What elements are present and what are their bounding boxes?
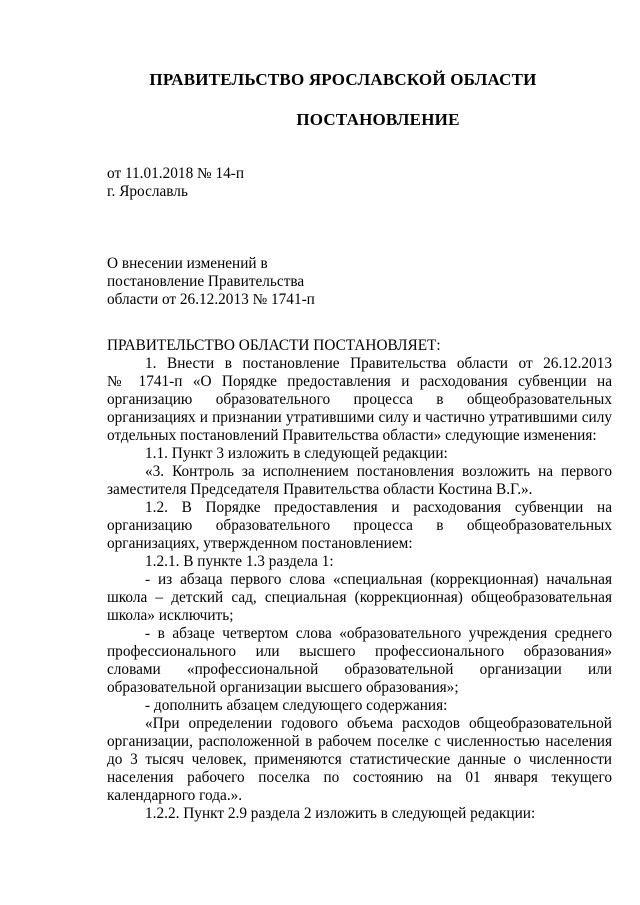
body-line: профессионального или высшего профессионального образования» [107,643,612,660]
body-line: - из абзаца первого слова «специальная (коррекционная) начальная [145,571,612,588]
body-line: школа – детский сад, специальная (коррекционная) общеобразовательная [107,589,612,606]
subject-line: области от 26.12.2013 № 1741-п [107,291,315,308]
body-line: 1.2.1. В пункте 1.3 раздела 1: [145,553,334,570]
body-line: организациях, утвержденном постановлением: [107,535,413,552]
body-line: календарного года.». [107,787,243,804]
body-line: «При определении годового объема расходов общеобразовательной [145,715,612,732]
body-line: 1.2.2. Пункт 2.9 раздела 2 изложить в следующей редакции: [145,805,536,822]
body-line: - в абзаце четвертом слова «образовательного учреждения среднего [145,625,612,642]
resolution-preamble: ПРАВИТЕЛЬСТВО ОБЛАСТИ ПОСТАНОВЛЯЕТ: [107,337,441,354]
body-line: организациях и признании утратившими силу и частично утратившими силу [107,409,612,426]
body-line: «3. Контроль за исполнением постановления возложить на первого [145,463,612,480]
body-line: заместителя Председателя Правительства области Костина В.Г.». [107,481,533,498]
government-title: ПРАВИТЕЛЬСТВО ЯРОСЛАВСКОЙ ОБЛАСТИ [149,70,537,89]
body-line: - дополнить абзацем следующего содержания: [145,697,448,714]
body-line: словами «профессиональной образовательной организации или [107,661,612,678]
city: г. Ярославль [107,183,188,200]
body-line: образовательной организации высшего образования»; [107,679,459,696]
document-subject [107,255,612,309]
body-line: 1.2. В Порядке предоставления и расходования субвенции на [145,499,612,516]
subject-line: О внесении изменений в [107,255,268,272]
body-line: 1.1. Пункт 3 изложить в следующей редакции: [145,445,448,462]
subject-line: постановление Правительства [107,273,305,290]
body-line: организации, расположенной в рабочем поселке с численностью населения [107,733,612,750]
document-meta [107,165,612,201]
body-line: населения рабочего поселка по состоянию на 01 января текущего [107,769,612,786]
date-and-number: от 11.01.2018 № 14-п [107,165,245,182]
body-line: школа» исключить; [107,607,234,624]
body-line: организацию образовательного процесса в общеобразовательных [107,517,612,534]
document-type-heading: ПОСТАНОВЛЕНИЕ [296,110,460,129]
body-line: до 3 тысяч человек, применяются статистические данные о численности [107,751,612,768]
body-line: организацию образовательного процесса в общеобразовательных [107,391,612,408]
body-line: № 1741-п «О Порядке предоставления и расходования субвенции на [107,373,612,390]
body-line: 1. Внести в постановление Правительства области от 26.12.2013 [145,355,612,372]
document-body [107,337,612,823]
body-line: отдельных постановлений Правительства области» следующие изменения: [107,427,597,444]
